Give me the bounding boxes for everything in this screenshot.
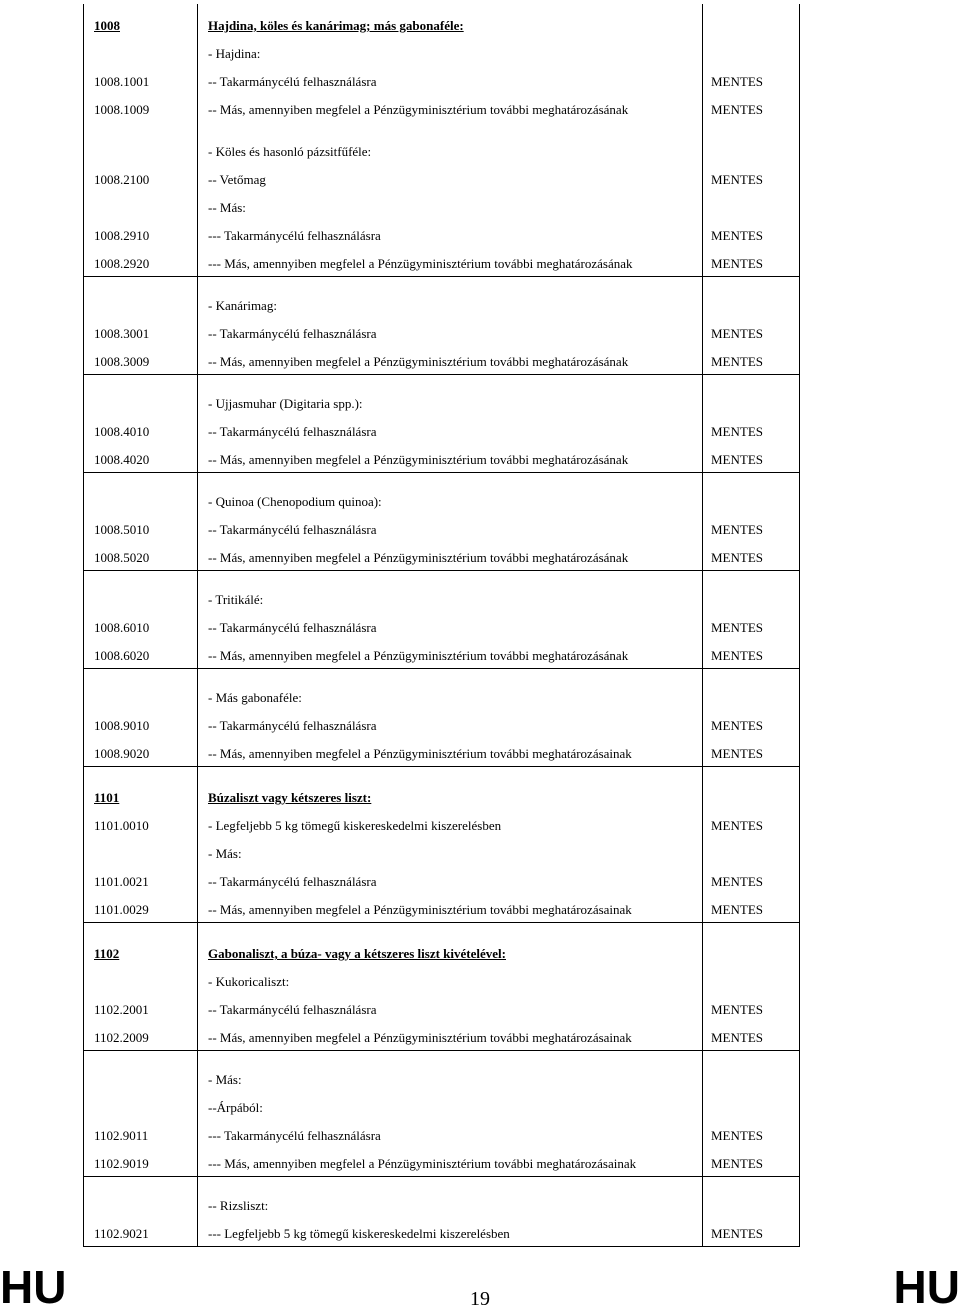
table-row [84,374,800,416]
description-cell: - Kanárimag: [198,276,703,318]
table-row [84,416,800,444]
status-cell [703,4,800,38]
tariff-code-cell: 1008.2920 [84,248,198,276]
table-row [84,710,800,738]
table-row [84,866,800,894]
tariff-code-cell [84,1092,198,1120]
status-cell: MENTES [703,1120,800,1148]
status-cell: MENTES [703,94,800,122]
description-cell: -- Más, amennyiben megfelel a Pénzügyminisztérium további meghatározásának [198,640,703,668]
table-row [84,838,800,866]
description-cell: - Kukoricaliszt: [198,966,703,994]
status-cell [703,374,800,416]
tariff-code-cell: 1101.0010 [84,810,198,838]
description-cell: -- Rizsliszt: [198,1176,703,1218]
tariff-code-cell: 1008.4020 [84,444,198,472]
table-row [84,570,800,612]
tariff-code-cell: 1008.5010 [84,514,198,542]
table-row [84,38,800,66]
description-cell: -- Más, amennyiben megfelel a Pénzügyminisztérium további meghatározásainak [198,1022,703,1050]
status-cell: MENTES [703,66,800,94]
tariff-code-cell: 1101.0029 [84,894,198,922]
status-cell: MENTES [703,416,800,444]
tariff-code-cell: 1102.9011 [84,1120,198,1148]
status-cell: MENTES [703,866,800,894]
status-cell: MENTES [703,542,800,570]
description-cell: --- Takarmánycélú felhasználásra [198,1120,703,1148]
table-row [84,94,800,122]
page-number: 19 [470,1288,490,1310]
tariff-code-cell: 1101.0021 [84,866,198,894]
description-cell: -- Takarmánycélú felhasználásra [198,994,703,1022]
description-cell: --- Takarmánycélú felhasználásra [198,220,703,248]
tariff-code-cell: 1008.2100 [84,164,198,192]
table-row [84,1176,800,1218]
status-cell [703,192,800,220]
description-cell: -- Más, amennyiben megfelel a Pénzügyminisztérium további meghatározásának [198,346,703,374]
table-row [84,668,800,710]
description-cell: -- Takarmánycélú felhasználásra [198,318,703,346]
table-row [84,66,800,94]
footer-country-code-right: HU [893,1261,960,1313]
table-row [84,1092,800,1120]
description-cell: -- Takarmánycélú felhasználásra [198,514,703,542]
table-row [84,738,800,766]
status-cell: MENTES [703,612,800,640]
table-row [84,164,800,192]
status-cell: MENTES [703,1022,800,1050]
status-cell: MENTES [703,164,800,192]
table-row [84,810,800,838]
heading-row [84,766,800,810]
tariff-code-cell: 1102.2001 [84,994,198,1022]
description-cell: -- Takarmánycélú felhasználásra [198,866,703,894]
description-cell: --- Más, amennyiben megfelel a Pénzügyminisztérium további meghatározásainak [198,1148,703,1176]
tariff-code-cell: 1008 [84,4,198,38]
tariff-code-cell [84,192,198,220]
status-cell: MENTES [703,220,800,248]
status-cell [703,570,800,612]
status-cell [703,766,800,810]
table-row [84,1050,800,1092]
table-row [84,220,800,248]
table-row [84,994,800,1022]
status-cell [703,276,800,318]
status-cell: MENTES [703,318,800,346]
status-cell [703,838,800,866]
tariff-code-cell: 1008.9010 [84,710,198,738]
tariff-code-cell [84,966,198,994]
description-cell: - Hajdina: [198,38,703,66]
tariff-code-cell: 1008.4010 [84,416,198,444]
tariff-code-cell: 1102.2009 [84,1022,198,1050]
status-cell [703,1176,800,1218]
tariff-code-cell [84,374,198,416]
status-cell: MENTES [703,248,800,276]
tariff-code-cell: 1102.9021 [84,1218,198,1246]
description-cell: - Más: [198,838,703,866]
description-cell: -- Más, amennyiben megfelel a Pénzügyminisztérium további meghatározásainak [198,894,703,922]
table-row [84,542,800,570]
description-cell: Hajdina, köles és kanárimag; más gabonaféle: [198,4,703,38]
description-cell: --Árpából: [198,1092,703,1120]
description-cell: Búzaliszt vagy kétszeres liszt: [198,766,703,810]
description-cell: - Más: [198,1050,703,1092]
table-row [84,472,800,514]
status-cell: MENTES [703,710,800,738]
tariff-code-cell: 1102.9019 [84,1148,198,1176]
description-cell: -- Takarmánycélú felhasználásra [198,416,703,444]
description-cell: --- Legfeljebb 5 kg tömegű kiskereskedelmi kiszerelésben [198,1218,703,1246]
table-row [84,346,800,374]
description-cell: Gabonaliszt, a búza- vagy a kétszeres liszt kivételével: [198,922,703,966]
description-cell: - Tritikálé: [198,570,703,612]
tariff-code-cell [84,668,198,710]
status-cell: MENTES [703,1218,800,1246]
status-cell: MENTES [703,444,800,472]
description-cell: -- Más, amennyiben megfelel a Pénzügyminisztérium további meghatározásának [198,94,703,122]
description-cell: -- Vetőmag [198,164,703,192]
tariff-code-cell: 1008.2910 [84,220,198,248]
status-cell [703,668,800,710]
tariff-code-cell [84,122,198,164]
status-cell: MENTES [703,738,800,766]
tariff-code-cell: 1101 [84,766,198,810]
tariff-code-cell [84,1050,198,1092]
table-row [84,444,800,472]
status-cell: MENTES [703,640,800,668]
tariff-code-cell [84,38,198,66]
table-row [84,192,800,220]
tariff-code-cell: 1008.9020 [84,738,198,766]
tariff-code-cell [84,276,198,318]
description-cell: -- Más, amennyiben megfelel a Pénzügyminisztérium további meghatározásának [198,444,703,472]
tariff-code-cell: 1008.1001 [84,66,198,94]
table-row [84,1148,800,1176]
tariff-code-cell: 1008.5020 [84,542,198,570]
tariff-code-cell [84,472,198,514]
status-cell: MENTES [703,1148,800,1176]
description-cell: - Köles és hasonló pázsitfűféle: [198,122,703,164]
description-cell: - Legfeljebb 5 kg tömegű kiskereskedelmi kiszerelésben [198,810,703,838]
status-cell [703,966,800,994]
status-cell: MENTES [703,810,800,838]
status-cell: MENTES [703,346,800,374]
status-cell [703,472,800,514]
description-cell: --- Más, amennyiben megfelel a Pénzügyminisztérium további meghatározásának [198,248,703,276]
tariff-table-body [84,4,800,1246]
status-cell [703,38,800,66]
tariff-code-cell [84,838,198,866]
description-cell: -- Más, amennyiben megfelel a Pénzügyminisztérium további meghatározásának [198,542,703,570]
status-cell: MENTES [703,514,800,542]
description-cell: -- Takarmánycélú felhasználásra [198,612,703,640]
tariff-code-cell: 1008.3001 [84,318,198,346]
table-row [84,894,800,922]
heading-row [84,922,800,966]
description-cell: - Quinoa (Chenopodium quinoa): [198,472,703,514]
description-cell: -- Takarmánycélú felhasználásra [198,710,703,738]
table-row [84,248,800,276]
heading-row [84,4,800,38]
tariff-code-cell: 1008.1009 [84,94,198,122]
status-cell: MENTES [703,894,800,922]
tariff-table [83,4,800,1247]
table-row [84,640,800,668]
description-cell: - Más gabonaféle: [198,668,703,710]
table-row [84,966,800,994]
description-cell: -- Más, amennyiben megfelel a Pénzügyminisztérium további meghatározásainak [198,738,703,766]
status-cell [703,1092,800,1120]
table-row [84,276,800,318]
description-cell: - Ujjasmuhar (Digitaria spp.): [198,374,703,416]
table-row [84,612,800,640]
description-cell: -- Más: [198,192,703,220]
table-row [84,1120,800,1148]
table-row [84,514,800,542]
tariff-code-cell: 1008.6020 [84,640,198,668]
tariff-code-cell [84,1176,198,1218]
tariff-code-cell: 1008.3009 [84,346,198,374]
table-row [84,1022,800,1050]
table-row [84,1218,800,1246]
status-cell [703,1050,800,1092]
description-cell: -- Takarmánycélú felhasználásra [198,66,703,94]
tariff-code-cell [84,570,198,612]
tariff-code-cell: 1102 [84,922,198,966]
table-row [84,318,800,346]
tariff-code-cell: 1008.6010 [84,612,198,640]
status-cell [703,922,800,966]
footer-country-code-left: HU [0,1261,67,1313]
status-cell: MENTES [703,994,800,1022]
table-row [84,122,800,164]
status-cell [703,122,800,164]
